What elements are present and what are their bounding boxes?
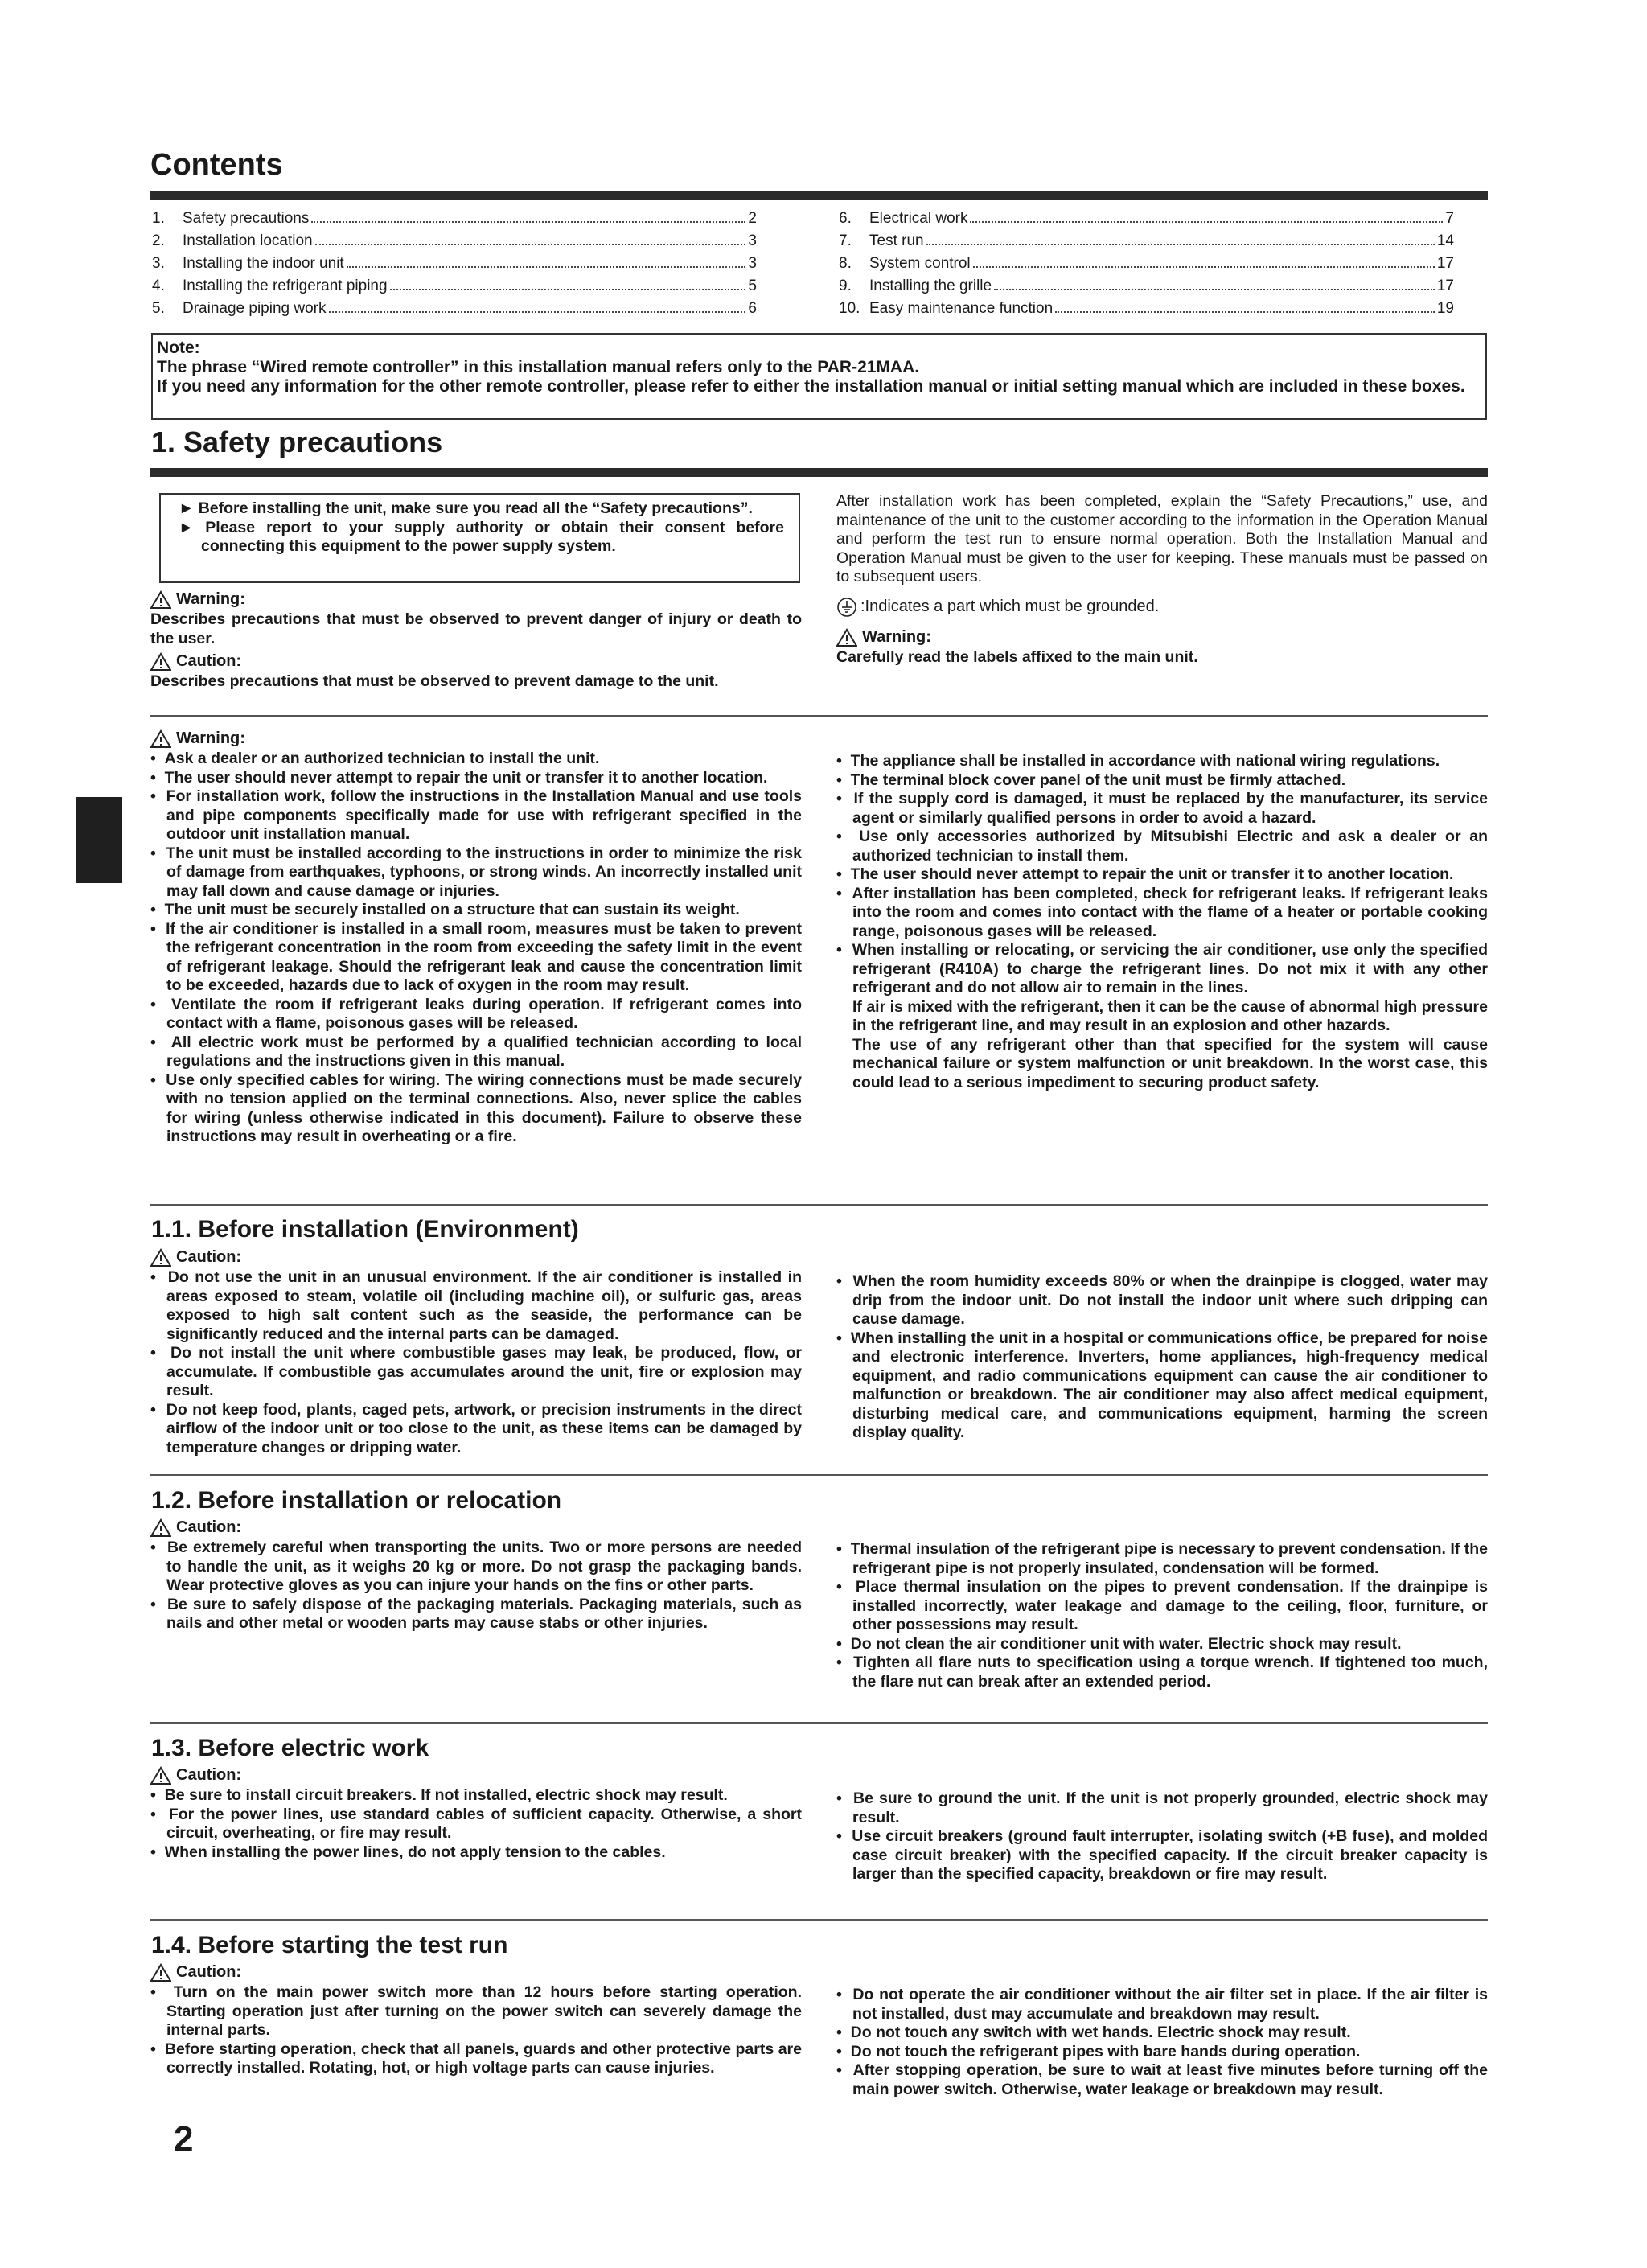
warning-item: • Use only accessories authorized by Mitsubishi Electric and ask a dealer or an authorized technician to install them. [836,828,1488,865]
caution-item: • Do not operate the air conditioner without the air filter set in place. If the air filter is not installed, dust may accumulate and breakdown may result. [836,1986,1489,2023]
caution-item: • When installing the unit in a hospital or communications office, be prepared for noise and electronic interference. Inverters, home appliances, high-frequency medical equipment, and radio communications equipment can cause the air conditioner to malfunction or breakdown. The air conditioner may also affect medical equipment, disturbing medical care, and communications equipment, harming the screen display quality. [836,1329,1489,1441]
warning-item: • All electric work must be performed by a qualified technician according to local regulations and the instructions given in this manual. [150,1033,802,1070]
caution-item: • Do not touch the refrigerant pipes with bare hands during operation. [836,2042,1361,2061]
caution-item: • Do not install the unit where combustible gases may leak, be produced, flow, or accumulate. If combustible gas accumulates around the unit, fire or explosion may result. [150,1344,802,1399]
page-number: 2 [174,2119,194,2159]
warning-item: • After installation has been completed, check for refrigerant leaks. If refrigerant leaks into the room and comes into contact with the flame of a heater or portable cooking range, poisonous gases will be released. [836,884,1488,940]
precaution-box [159,493,800,583]
warning-item: • The appliance shall be installed in accordance with national wiring regulations. [836,752,1440,770]
caution-triangle-icon [150,1248,171,1268]
note-label: Note: [157,339,200,357]
warning-item: • For installation work, follow the instructions in the Installation Manual and use tools and pipe components specifically made for use with refrigerant specified in the outdoor unit installation manual. [150,787,802,843]
caution-item: • Use circuit breakers (ground fault interrupter, isolating switch (+B fuse), and molded case circuit breaker) with the specified capacity. If the circuit breaker capacity is larger than the specified capacity, breakdown or fire may result. [836,1827,1488,1883]
toc-item[interactable]: 4. Installing the refrigerant piping 5 [152,277,757,294]
warning-item-extra: The use of any refrigerant other than that specified for the system will cause mechanical failure or system malfunction or unit breakdown. In the worst case, this could lead to a serious impediment to securing product safety. [852,1035,1488,1091]
caution-item: • For the power lines, use standard cables of sufficient capacity. Otherwise, a short circuit, overheating, or fire may result. [150,1805,802,1842]
s14-right [836,1986,1488,2099]
toc-item[interactable]: 7. Test run 14 [839,232,1454,249]
right-warning-text: Carefully read the labels affixed to the main unit. [836,647,1198,666]
warning-triangle-icon [150,729,171,749]
caution-item: • Tighten all flare nuts to specification using a torque wrench. If tightened too much, the flare nut can break after an extended period. [836,1654,1489,1691]
warning-description: Describes precautions that must be observed to prevent danger of injury or death to the user. [150,610,802,647]
s13-left [150,1765,802,1862]
caution-item: • Turn on the main power switch more than 12 hours before starting operation. Starting operation just after turning on the power switch can severely damage the internal parts. [150,1983,802,2039]
toc-item[interactable]: 9. Installing the grille 17 [839,277,1454,294]
s13-right [836,1789,1488,1884]
caution-item: • Do not touch any switch with wet hands. Electric shock may result. [836,2024,1351,2041]
warning-triangle-icon [836,628,857,647]
warning-item: • Ask a dealer or an authorized technician to install the unit. [150,750,600,767]
section-1-2-title: 1.2. Before installation or relocation [151,1487,562,1514]
divider [150,1722,1488,1724]
caution-item: • Be sure to ground the unit. If the unit is not properly grounded, electric shock may result. [836,1789,1488,1826]
divider [150,1919,1488,1921]
s11-left [150,1247,802,1457]
s12-left [150,1518,802,1633]
symbol-legend-right [836,492,1488,667]
caution-item: • Be extremely careful when transporting the units. Two or more persons are needed to handle the unit, as it weighs 20 kg or more. Do not grasp the packaging bands. Wear protective gloves as you can injure your hands on the fins or other parts. [150,1539,802,1594]
language-tab [76,797,122,883]
caution-item: • Before starting operation, check that all panels, guards and other protective parts are correctly installed. Rotating, hot, or high voltage parts can cause injuries. [150,2040,802,2077]
warning-item: • The user should never attempt to repair the unit or transfer it to another location. [836,865,1454,883]
caution-item: • Place thermal insulation on the pipes to prevent condensation. If the drainpipe is installed incorrectly, water leakage and damage to the ceiling, floor, furniture, or other possessions may result. [836,1578,1489,1633]
warning-item: • The unit must be securely installed on a structure that can sustain its weight. [150,901,740,918]
toc-item[interactable]: 8. System control 17 [839,255,1454,272]
warnings-right [836,752,1488,1092]
warning-heading: Warning: [150,590,802,610]
ground-legend: :Indicates a part which must be grounded. [836,597,1488,618]
section-1-title: 1. Safety precautions [151,425,443,458]
intro-paragraph: After installation work has been completed, explain the “Safety Precautions,” use, and maintenance of the unit to the customer according to the information in the Operation Manual and perform the test run to ensure normal operation. Both the Installation Manual and Operation Manual must be given to the user for keeping. These manuals must be passed on to subsequent users. [836,492,1488,585]
caution-item: • Do not clean the air conditioner unit with water. Electric shock may result. [836,1634,1402,1653]
caution-heading: Caution: [150,1962,802,1983]
caution-heading: Caution: [150,1765,802,1786]
s11-right [836,1272,1488,1443]
warning-item: • When installing or relocating, or servicing the air conditioner, use only the specified refrigerant (R410A) to charge the refrigerant lines. Do not mix it with any other refrigerant and do not allow air to remain in the lines. [836,941,1488,996]
precaution-box-item: ► Before installing the unit, make sure you read all the “Safety precautions”. [179,499,753,517]
s12-right [836,1540,1488,1691]
section-1-4-title: 1.4. Before starting the test run [151,1932,508,1958]
precaution-box-item: ► Please report to your supply authority or obtain their consent before connecting this equipment to the power supply system. [179,518,784,555]
divider [150,1204,1488,1206]
ground-icon [836,597,857,618]
toc-right [839,207,1454,320]
note-line-2: If you need any information for the other remote controller, please refer to either the installation manual or initial setting manual which are included in these boxes. [157,377,1465,396]
toc-item[interactable]: 1. Safety precautions 2 [152,210,757,227]
warning-item: • The user should never attempt to repair the unit or transfer it to another location. [150,768,768,787]
caution-heading: Caution: [150,1247,802,1268]
caution-heading: Caution: [150,1518,802,1539]
symbol-legend-left [150,590,802,692]
toc-item[interactable]: 2. Installation location 3 [152,232,757,249]
note-box [151,333,1487,420]
caution-triangle-icon [150,1518,171,1538]
caution-item: • When installing the power lines, do not apply tension to the cables. [150,1843,666,1861]
section-1-rule [150,468,1488,477]
warning-item: • If the supply cord is damaged, it must be replaced by the manufacturer, its service agent or similarly qualified persons in order to avoid a hazard. [836,790,1488,827]
caution-triangle-icon [150,1963,171,1982]
warning-item: • If the air conditioner is installed in a small room, measures must be taken to prevent the refrigerant concentration in the room from exceeding the safety limit in the event of refrigerant leakage. Should the refrigerant leak and cause the concentration limit to be exceeded, hazards due to lack of oxygen in the room may result. [150,919,802,994]
caution-item: • Do not keep food, plants, caged pets, artwork, or precision instruments in the direct airflow of the indoor unit or too close to the unit, as these items can be damaged by temperature changes or dripping water. [150,1400,802,1457]
caution-description: Describes precautions that must be observed to prevent damage to the unit. [150,672,719,690]
section-1-1-title: 1.1. Before installation (Environment) [151,1216,579,1243]
caution-item: • Do not use the unit in an unusual environment. If the air conditioner is installed in areas exposed to steam, volatile oil (including machine oil), or sulfuric gas, areas exposed to high salt content such as the seaside, the performance can be significantly reduced and the internal parts can be damaged. [150,1268,803,1343]
note-line-1: The phrase “Wired remote controller” in this installation manual refers only to the PAR-21MAA. [157,358,920,376]
warning-item: • The terminal block cover panel of the unit must be firmly attached. [836,770,1346,789]
caution-item: • When the room humidity exceeds 80% or when the drainpipe is clogged, water may drip from the indoor unit. Do not install the indoor unit where such dripping can cause damage. [836,1272,1488,1328]
warning-item-extra: If air is mixed with the refrigerant, then it can be the cause of abnormal high pressure in the refrigerant line, and may result in an explosion and other hazards. [852,997,1488,1034]
warning-triangle-icon [150,590,171,610]
toc-item[interactable]: 3. Installing the indoor unit 3 [152,255,757,272]
caution-item: • Be sure to install circuit breakers. If not installed, electric shock may result. [150,1786,728,1804]
caution-item: • Thermal insulation of the refrigerant pipe is necessary to prevent condensation. If the refrigerant pipe is not properly insulated, condensation will be formed. [836,1540,1488,1577]
caution-heading: Caution: [150,651,802,672]
toc-item[interactable]: 6. Electrical work 7 [839,210,1454,227]
s14-left [150,1962,802,2078]
right-warning-heading: Warning: [836,627,1488,648]
caution-item: • After stopping operation, be sure to wait at least five minutes before turning off the main power switch. Otherwise, water leakage or breakdown may result. [836,2061,1489,2098]
warning-item: • The unit must be installed according to the instructions in order to minimize the risk of damage from earthquakes, typhoons, or strong winds. An incorrectly installed unit may fall down and cause damage or injuries. [150,844,802,900]
caution-item: • Be sure to safely dispose of the packaging materials. Packaging materials, such as nails and other metal or wooden parts may cause stabs or other injuries. [150,1595,802,1632]
contents-rule [150,191,1488,200]
toc-left [152,207,757,320]
toc-item[interactable]: 5. Drainage piping work 6 [152,300,757,317]
warnings-left [150,729,802,1147]
divider [150,1474,1488,1476]
warning-item: • Ventilate the room if refrigerant leaks during operation. If refrigerant comes into contact with a flame, poisonous gases will be released. [150,995,802,1032]
toc-item[interactable]: 10. Easy maintenance function 19 [839,300,1454,317]
warning-heading: Warning: [150,729,802,750]
divider [150,715,1488,717]
caution-triangle-icon [150,1766,171,1785]
warning-item: • Use only specified cables for wiring. The wiring connections must be made securely with no tension applied on the terminal connections. Also, never splice the cables for wiring (unless otherwise indicated in this document). Failure to observe these instructions may result in overheating or a fire. [150,1070,803,1145]
section-1-3-title: 1.3. Before electric work [151,1735,429,1761]
contents-title: Contents [150,148,283,182]
caution-triangle-icon [150,652,171,672]
